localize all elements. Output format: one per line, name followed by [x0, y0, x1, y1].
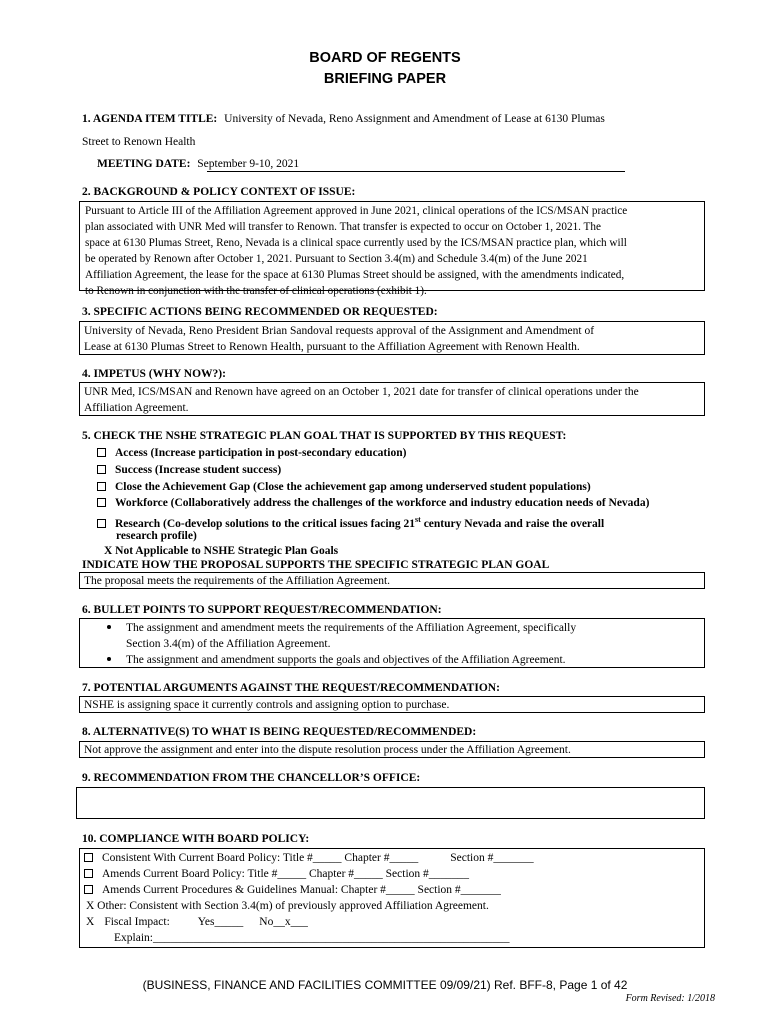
- indicate-box: [79, 572, 705, 589]
- background-heading: 2. BACKGROUND & POLICY CONTEXT OF ISSUE:: [82, 186, 356, 198]
- compliance-row-fiscal: [84, 914, 700, 930]
- goal-access: [97, 445, 406, 461]
- agenda-item-title-label: 1. AGENDA ITEM TITLE:: [82, 113, 218, 125]
- compliance-fiscal-no: No__x___: [259, 916, 308, 928]
- background-line: Affiliation Agreement, the lease for the space at 6130 Plumas Street should be assigned, with the amendments indicated,: [85, 269, 625, 281]
- compliance-consistent-section: Section #_______: [450, 852, 534, 864]
- agenda-item-title-row: [82, 111, 605, 127]
- bullet-points-heading: 6. BULLET POINTS TO SUPPORT REQUEST/RECOMMENDATION:: [82, 604, 442, 616]
- compliance-amends-policy-checkbox[interactable]: [84, 869, 93, 878]
- strategic-plan-heading: 5. CHECK THE NSHE STRATEGIC PLAN GOAL THAT IS SUPPORTED BY THIS REQUEST:: [82, 430, 567, 442]
- page-subtitle: BRIEFING PAPER: [323, 71, 447, 87]
- agenda-item-title-continued: Street to Renown Health: [82, 136, 196, 148]
- specific-actions-line: University of Nevada, Reno President Brian Sandoval requests approval of the Assignment and Amendment of: [84, 325, 595, 337]
- alternatives-heading: 8. ALTERNATIVE(S) TO WHAT IS BEING REQUESTED/RECOMMENDED:: [82, 726, 477, 738]
- impetus-heading: 4. IMPETUS (WHY NOW?):: [82, 368, 226, 380]
- goal-workforce-label: Workforce (Collaboratively address the challenges of the workforce and industry education needs of Nevada): [115, 497, 650, 509]
- goal-access-checkbox[interactable]: [97, 448, 106, 457]
- indicate-heading: INDICATE HOW THE PROPOSAL SUPPORTS THE SPECIFIC STRATEGIC PLAN GOAL: [82, 559, 550, 571]
- compliance-amends-procedures-checkbox[interactable]: [84, 885, 93, 894]
- meeting-date-underline: [207, 171, 625, 172]
- compliance-consistent-checkbox[interactable]: [84, 853, 93, 862]
- compliance-box: [79, 848, 705, 948]
- compliance-fiscal-x: X: [86, 916, 95, 928]
- impetus-box: [79, 382, 705, 416]
- background-line: be operated by Renown after October 1, 2021. Pursuant to Section 3.4(m) and Schedule 3.4(m) of the June 2021: [85, 253, 588, 265]
- bullet-item: [84, 620, 700, 636]
- specific-actions-heading: 3. SPECIFIC ACTIONS BEING RECOMMENDED OR REQUESTED:: [82, 306, 438, 318]
- page-footer: (BUSINESS, FINANCE AND FACILITIES COMMITTEE 09/09/21) Ref. BFF-8, Page 1 of 42: [142, 978, 628, 992]
- impetus-line: Affiliation Agreement.: [84, 402, 189, 414]
- goal-workforce: [97, 495, 649, 511]
- bullet-icon: [107, 657, 111, 661]
- goal-achievement-gap-label: Close the Achievement Gap (Close the achievement gap among underserved student populations): [115, 481, 591, 493]
- goal-access-label: Access (Increase participation in post-secondary education): [115, 447, 407, 459]
- background-line: plan associated with UNR Med will transfer to Renown. That transfer is expected to occur on October 1, 2021. The: [85, 221, 601, 233]
- meeting-date-label: MEETING DATE:: [97, 158, 191, 170]
- compliance-fiscal-yes: Yes_____: [197, 916, 244, 928]
- page-title: BOARD OF REGENTS: [309, 50, 461, 66]
- bullet-text-continued: Section 3.4(m) of the Affiliation Agreement.: [126, 638, 331, 650]
- form-revised: Form Revised: 1/2018: [625, 993, 715, 1004]
- goal-workforce-checkbox[interactable]: [97, 498, 106, 507]
- goal-not-applicable: X Not Applicable to NSHE Strategic Plan Goals: [104, 545, 339, 557]
- bullet-item: [84, 652, 700, 668]
- alternatives-text: Not approve the assignment and enter into the dispute resolution process under the Affiliation Agreement.: [84, 744, 571, 756]
- meeting-date-value: September 9-10, 2021: [197, 158, 300, 170]
- arguments-against-box: [79, 696, 705, 713]
- compliance-amends-procedures-label: Amends Current Procedures & Guidelines Manual: Chapter #_____ Section #_______: [102, 884, 501, 896]
- compliance-row-other: X Other: Consistent with Section 3.4(m) of previously approved Affiliation Agreement.: [86, 900, 489, 912]
- compliance-row-amends-procedures: [84, 882, 700, 898]
- compliance-row-explain: Explain:______________________________________________________________: [114, 932, 510, 944]
- specific-actions-line: Lease at 6130 Plumas Street to Renown Health, pursuant to the Affiliation Agreement with Renown Health.: [84, 341, 580, 353]
- bullet-text: The assignment and amendment meets the requirements of the Affiliation Agreement, specifically: [126, 622, 577, 634]
- compliance-row-consistent: [84, 850, 700, 866]
- compliance-heading: 10. COMPLIANCE WITH BOARD POLICY:: [82, 833, 310, 845]
- compliance-fiscal-label: Fiscal Impact:: [104, 916, 170, 928]
- indicate-text: The proposal meets the requirements of the Affiliation Agreement.: [84, 575, 391, 587]
- goal-research-label: Research (Co-develop solutions to the critical issues facing 21: [115, 517, 416, 530]
- bullet-points-box: [79, 618, 705, 668]
- arguments-against-heading: 7. POTENTIAL ARGUMENTS AGAINST THE REQUEST/RECOMMENDATION:: [82, 682, 500, 694]
- goal-research-label-cont: century Nevada and raise the overall: [420, 517, 605, 530]
- goal-research-superscript: st: [415, 515, 421, 524]
- alternatives-box: [79, 741, 705, 758]
- compliance-consistent-label: Consistent With Current Board Policy: Title #_____ Chapter #_____: [102, 852, 419, 864]
- goal-achievement-gap: [97, 479, 591, 495]
- chancellor-recommendation-box: [76, 787, 705, 819]
- goal-success-label: Success (Increase student success): [115, 464, 282, 476]
- bullet-icon: [107, 625, 111, 629]
- goal-research-checkbox[interactable]: [97, 519, 106, 528]
- background-box: [79, 201, 705, 297]
- background-line: Pursuant to Article III of the Affiliation Agreement approved in June 2021, clinical operations of the ICS/MSAN practice: [85, 205, 628, 217]
- background-line: space at 6130 Plumas Street, Reno, Nevada is a clinical space currently used by the ICS/MSAN practice plan, which will: [85, 237, 627, 249]
- impetus-line: UNR Med, ICS/MSAN and Renown have agreed on an October 1, 2021 date for transfer of clinical operations under the: [84, 386, 639, 398]
- bullet-text: The assignment and amendment supports the goals and objectives of the Affiliation Agreement.: [126, 654, 566, 666]
- goal-achievement-gap-checkbox[interactable]: [97, 482, 106, 491]
- agenda-item-title-text: University of Nevada, Reno Assignment and Amendment of Lease at 6130 Plumas: [224, 113, 605, 125]
- chancellor-recommendation-heading: 9. RECOMMENDATION FROM THE CHANCELLOR’S OFFICE:: [82, 772, 421, 784]
- specific-actions-box: [79, 321, 705, 355]
- meeting-date-row: [97, 156, 299, 172]
- compliance-amends-policy-label: Amends Current Board Policy: Title #_____ Chapter #_____ Section #_______: [102, 868, 470, 880]
- goal-research-continued: research profile): [116, 530, 197, 542]
- goal-success-checkbox[interactable]: [97, 465, 106, 474]
- arguments-against-text: NSHE is assigning space it currently controls and assigning option to purchase.: [84, 699, 450, 711]
- background-line: to Renown in conjunction with the transfer of clinical operations (exhibit 1).: [85, 285, 427, 297]
- compliance-row-amends-policy: [84, 866, 700, 882]
- goal-success: [97, 462, 281, 478]
